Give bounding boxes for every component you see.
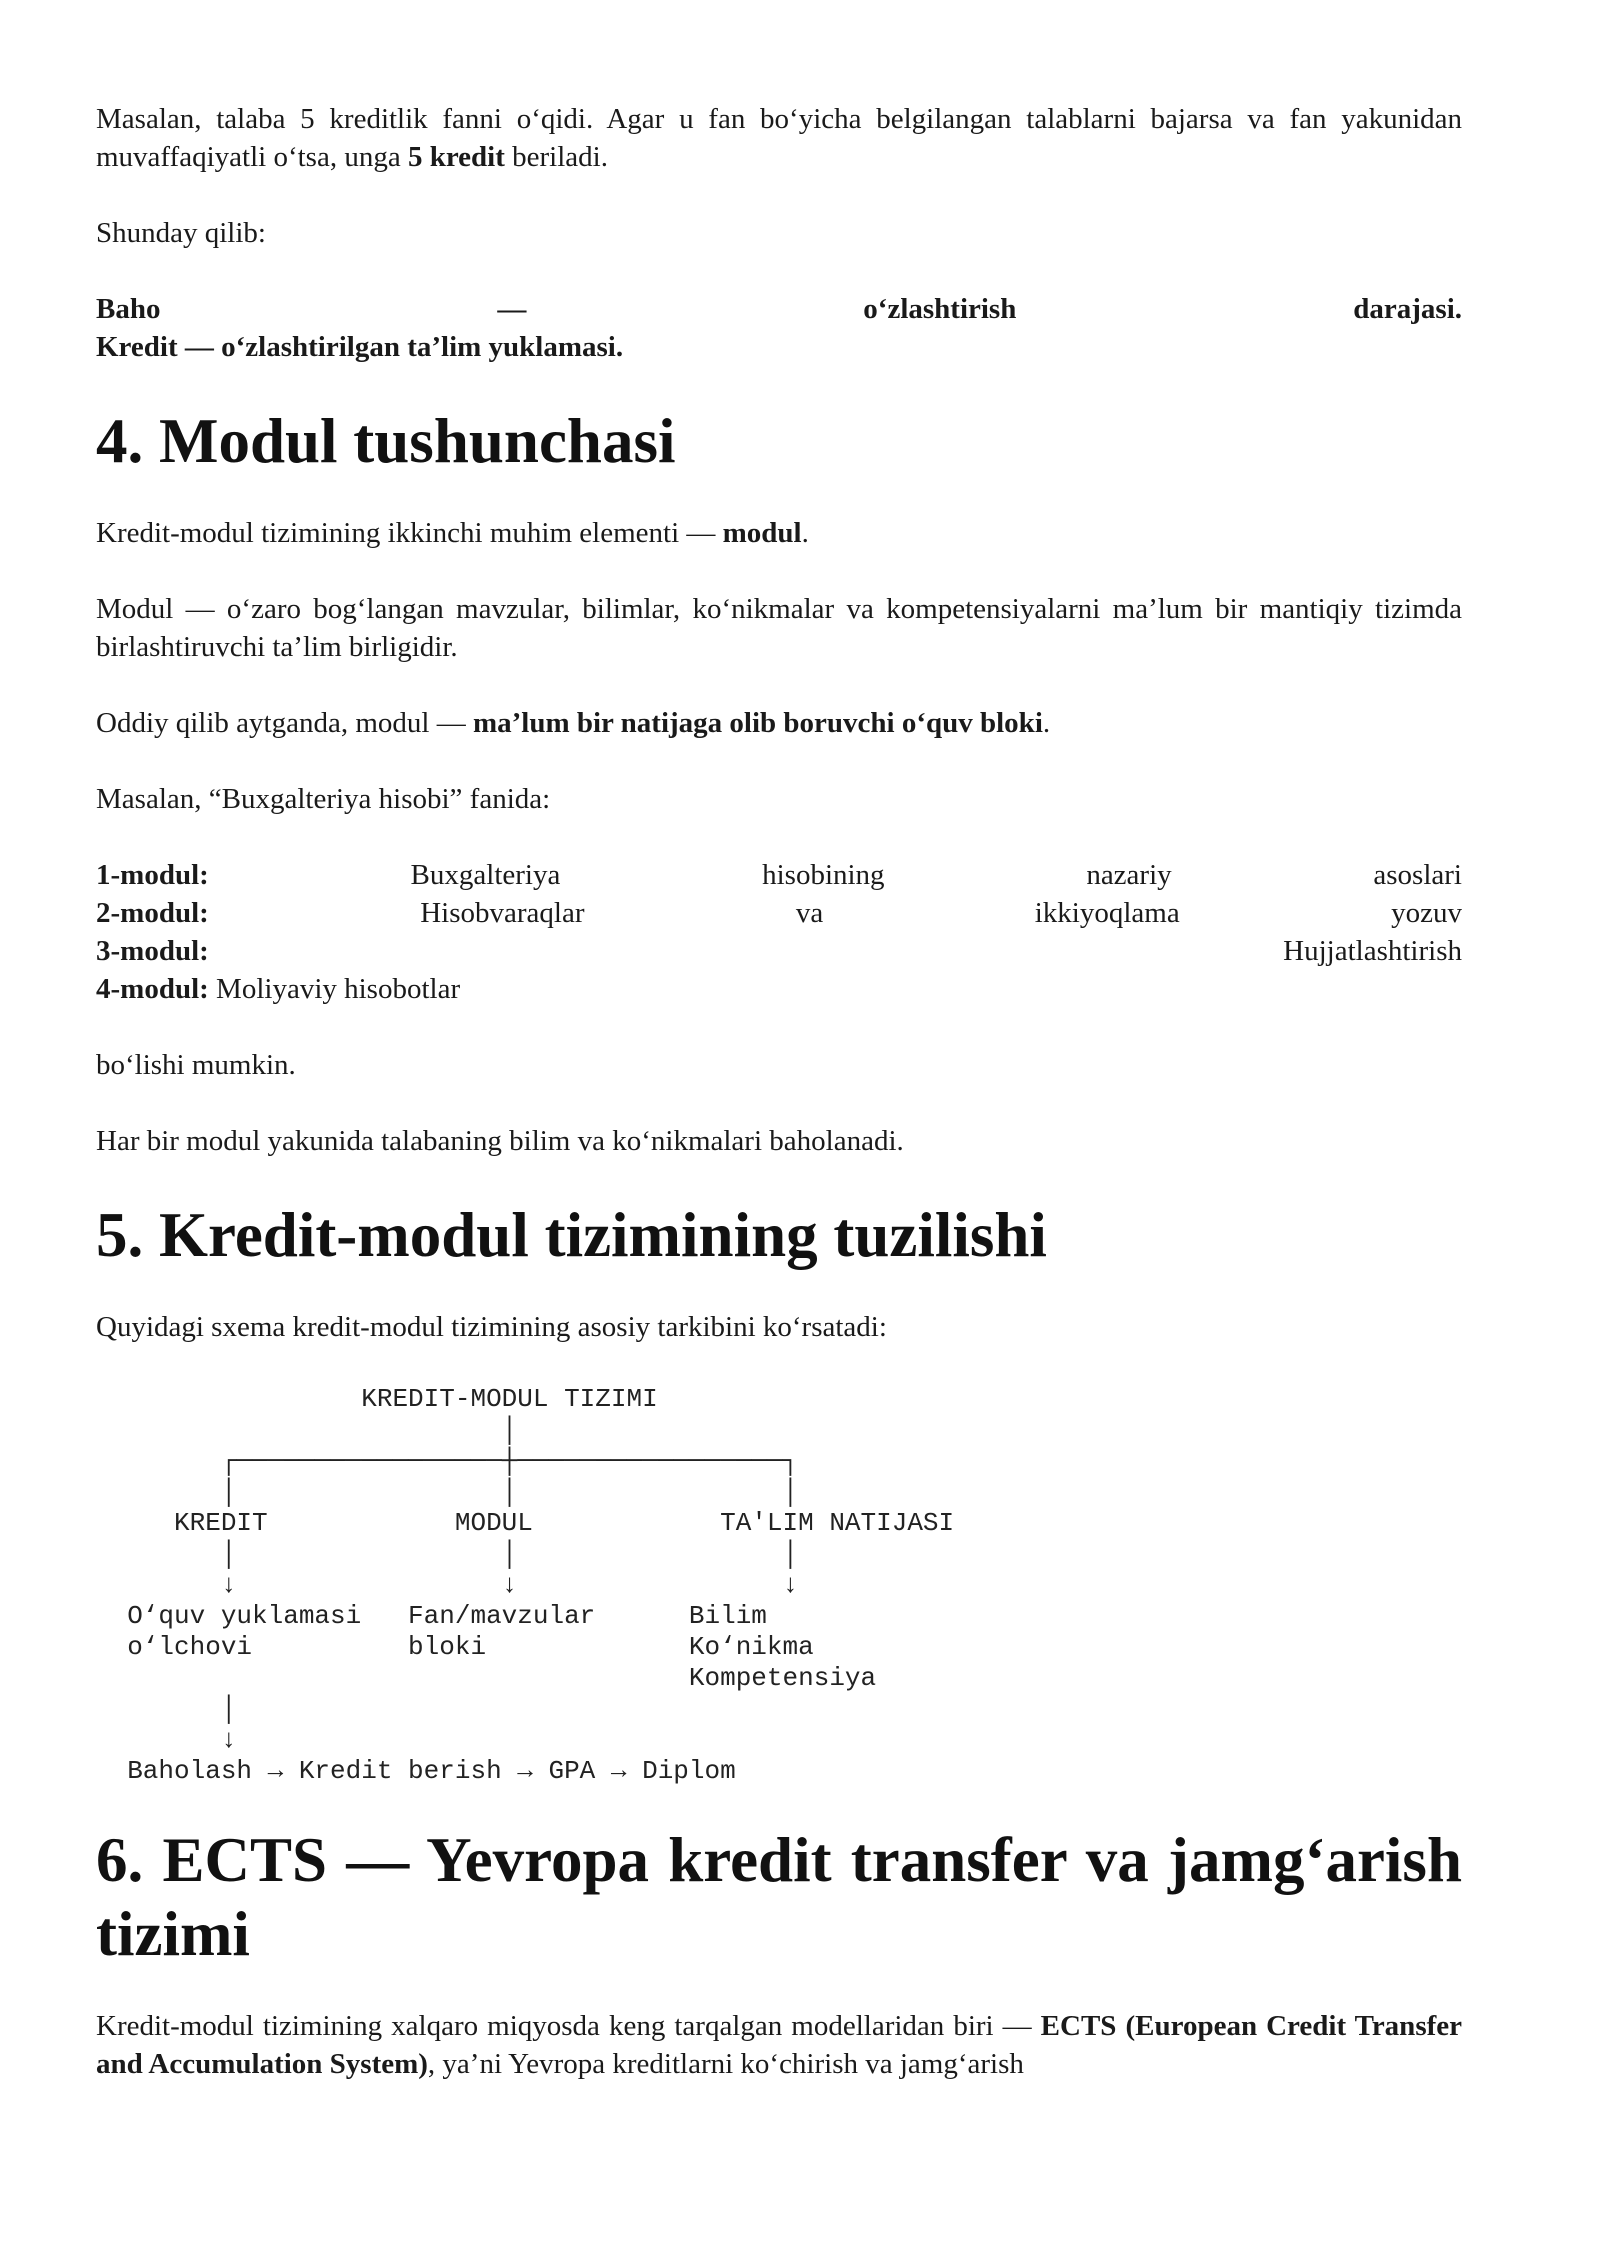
- section-5-heading: 5. Kredit-modul tizimining tuzilishi: [96, 1200, 1047, 1270]
- text: .: [801, 517, 809, 549]
- intro-text: Masalan, talaba 5 kreditlik fanni o‘qidi. Agar u fan bo‘yicha belgilangan talablarni bajarsa va fan yakunidan muvaffaqiyatli o‘tsa, unga: [96, 103, 1462, 173]
- section-4-paragraph-6: Har bir modul yakunida talabaning bilim va ko‘nikmalari baholanadi.: [96, 1125, 904, 1157]
- module-list: [96, 856, 1462, 1008]
- text: Kredit-modul tizimining ikkinchi muhim elementi —: [96, 517, 723, 549]
- section-4-paragraph-1: [96, 514, 1462, 552]
- section-4-paragraph-2: Modul — o‘zaro bog‘langan mavzular, bilimlar, ko‘nikmalar va kompetensiyalarni ma’lum bir mantiqiy tizimda birlashtiruvchi ta’lim birligidir.: [96, 593, 1462, 663]
- document-page: [96, 100, 1462, 2121]
- module-item-4: [96, 970, 1462, 1008]
- summary-line-baho: Baho — o‘zlashtirish darajasi.: [96, 293, 1462, 325]
- section-4-paragraph-3: [96, 704, 1462, 742]
- module-item-3: [96, 932, 1462, 970]
- emphasis: ECTS (European Credit Transfer and Accumulation System): [96, 2010, 1463, 2080]
- summary-lead: Shunday qilib:: [96, 217, 266, 249]
- module-text: Hisobvaraqlar va ikkiyoqlama yozuv: [208, 897, 1462, 929]
- emphasis: modul: [722, 517, 802, 549]
- text: .: [1042, 707, 1051, 739]
- section-6-paragraph-1: [96, 2007, 1462, 2083]
- module-item-2: [96, 894, 1462, 932]
- section-6-heading: 6. ECTS — Yevropa kredit transfer va jamg‘arish tizimi: [96, 1825, 1462, 1969]
- section-5-paragraph-1: Quyidagi sxema kredit-modul tizimining asosiy tarkibini ko‘rsatadi:: [96, 1311, 887, 1343]
- section-4-heading: 4. Modul tushunchasi: [96, 406, 676, 476]
- module-label: 3-modul:: [96, 935, 209, 967]
- summary-line-kredit: Kredit — o‘zlashtirilgan ta’lim yuklamasi.: [96, 331, 624, 363]
- emphasis: ma’lum bir natijaga olib boruvchi o‘quv bloki: [472, 707, 1043, 739]
- module-label: 1-modul:: [96, 859, 209, 891]
- text: Oddiy qilib aytganda, modul —: [96, 707, 473, 739]
- module-item-1: [96, 856, 1462, 894]
- module-label: 2-modul:: [96, 897, 209, 929]
- module-text: Hujjatlashtirish: [208, 935, 1462, 967]
- module-text: Buxgalteriya hisobining nazariy asoslari: [208, 859, 1462, 891]
- intro-text-end: beriladi.: [504, 141, 608, 173]
- module-label: 4-modul:: [96, 973, 209, 1005]
- summary-lines: [96, 290, 1462, 366]
- structure-diagram: KREDIT-MODUL TIZIMI │ ┌─────────────────┼─────────────────┐ │ │ │ KREDIT MODUL TA'LIM NATIJASI │ │ │ ↓ ↓ ↓ O‘quv yuklamasi Fan/mavzular Bilim o‘lchovi bloki Ko‘nikma Kompetensiya │ ↓ Baholash → Kredit berish → GPA → Diplom: [127, 1384, 955, 1786]
- section-4-paragraph-4: Masalan, “Buxgalteriya hisobi” fanida:: [96, 783, 551, 815]
- intro-paragraph: [96, 100, 1462, 176]
- module-text: Moliyaviy hisobotlar: [208, 973, 461, 1005]
- section-4-paragraph-5: bo‘lishi mumkin.: [96, 1049, 296, 1081]
- text: , ya’ni Yevropa kreditlarni ko‘chirish va jamg‘arish: [427, 2048, 1024, 2080]
- intro-emphasis: 5 kredit: [407, 141, 505, 173]
- text: Kredit-modul tizimining xalqaro miqyosda keng tarqalgan modellaridan biri —: [96, 2010, 1041, 2042]
